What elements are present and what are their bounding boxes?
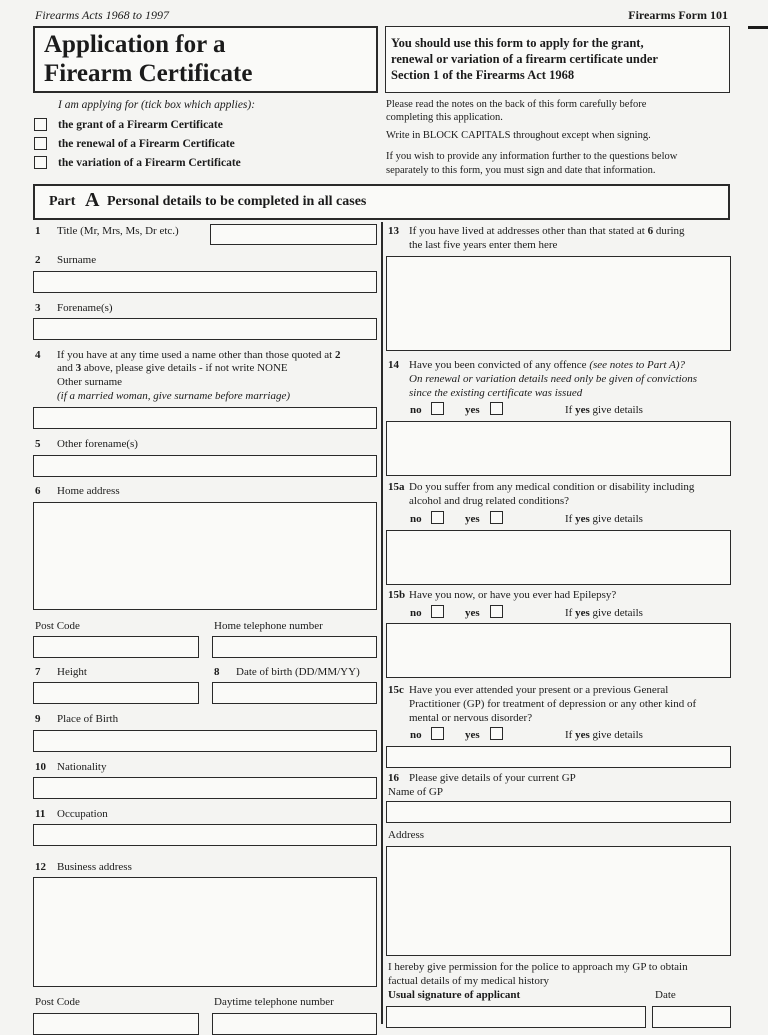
date-field[interactable] [652,1006,731,1028]
variation-checkbox[interactable] [34,156,47,169]
note-3b: separately to this form, you must sign and date that information. [386,165,656,176]
title-line-2: Firearm Certificate [44,60,253,87]
q15b-no-checkbox[interactable] [431,605,444,618]
q13-line-1-text: If you have lived at addresses other than that stated at [409,225,645,237]
q15c-if-word: If [565,729,573,741]
q8-label: Date of birth (DD/MM/YY) [236,666,360,678]
business-address-field[interactable] [33,877,377,987]
grant-option-label: the grant of a Firearm Certificate [58,119,223,131]
gp-address-label: Address [388,829,425,841]
q15c-number: 15c [388,684,404,696]
q14-number: 14 [388,359,399,371]
q15a-give-details: give details [592,513,643,525]
q4-number: 4 [35,349,41,361]
q9-label: Place of Birth [57,713,119,725]
q10-label: Nationality [57,761,107,773]
q15b-line-1: Have you now, or have you ever had Epilepsy? [409,589,617,601]
q8-number: 8 [214,666,220,678]
place-of-birth-field[interactable] [33,730,377,752]
q1-number: 1 [35,225,41,237]
q13-line-2: the last five years enter them here [409,239,558,251]
title-line-1: Application for a [44,31,226,58]
q15c-yes-label: yes [465,729,480,741]
instruction-line-3: Section 1 of the Firearms Act 1968 [391,68,575,82]
surname-field[interactable] [33,271,377,293]
signature-field[interactable] [386,1006,646,1028]
q6-label: Home address [57,485,120,497]
previous-addresses-field[interactable] [386,256,731,351]
q2-label: Surname [57,254,97,266]
gp-name-label: Name of GP [388,786,443,798]
q14-if-yes [565,403,643,417]
q15c-line-3: mental or nervous disorder? [409,712,533,724]
part-label: Part [49,194,76,209]
part-letter: A [85,189,100,211]
q7-label: Height [57,666,87,678]
q15a-yes-label: yes [465,513,480,525]
q14-line-2: On renewal or variation details need only be given of convictions [409,373,697,385]
permission-line-2: factual details of my medical history [388,975,549,987]
home-postcode-field[interactable] [33,636,199,658]
gp-name-field[interactable] [386,801,731,823]
q15a-no-label: no [410,513,422,525]
q5-label: Other forename(s) [57,438,138,450]
q15c-yes-checkbox[interactable] [490,727,503,740]
q11-number: 11 [35,808,46,820]
mental-health-details-field[interactable] [386,746,731,768]
epilepsy-details-field[interactable] [386,623,731,678]
business-postcode-field[interactable] [33,1013,199,1035]
q15a-number: 15a [388,481,405,493]
q15a-if-yes [565,512,643,526]
q14-if-word: If [565,404,573,416]
q6-number: 6 [35,485,41,497]
q14-no-label: no [410,404,422,416]
home-telephone-label: Home telephone number [214,620,323,632]
q15c-give-details: give details [592,729,643,741]
note-1b: completing this application. [386,112,503,123]
q12-number: 12 [35,861,46,873]
q4-line-4: (if a married woman, give surname before marriage) [57,390,291,402]
q13-ref-6: 6 [647,225,654,237]
signature-label: Usual signature of applicant [388,989,521,1001]
q9-number: 9 [35,713,41,725]
convictions-details-field[interactable] [386,421,731,476]
home-telephone-field[interactable] [212,636,377,658]
q14-give-details: give details [592,404,643,416]
instruction-box [385,26,730,93]
q4-line-3: Other surname [57,376,123,388]
date-label: Date [655,989,676,1001]
date-of-birth-field[interactable] [212,682,377,704]
instruction-line-1: You should use this form to apply for the grant, [391,36,644,50]
q4-and: and [57,362,73,374]
scan-edge-mark [748,26,768,29]
title-box [33,26,378,93]
column-divider [381,222,383,1024]
q13-line-1 [409,224,685,238]
other-surname-field[interactable] [33,407,377,429]
q4-ref-3: 3 [75,362,82,374]
q15b-if-yes-bold: yes [575,607,590,619]
home-address-field[interactable] [33,502,377,610]
part-heading: Personal details to be completed in all cases [107,194,367,209]
q14-line-1-text: Have you been convicted of any offence [409,359,587,371]
note-2: Write in BLOCK CAPITALS throughout except when signing. [386,130,651,141]
q4-line-2 [57,361,288,375]
business-postcode-label: Post Code [35,996,80,1008]
q14-line-3: since the existing certificate was issued [409,387,583,399]
height-field[interactable] [33,682,199,704]
q7-number: 7 [35,666,41,678]
q15b-yes-checkbox[interactable] [490,605,503,618]
q15c-no-checkbox[interactable] [431,727,444,740]
form-number: Firearms Form 101 [628,8,728,22]
other-forenames-field[interactable] [33,455,377,477]
q15b-if-yes [565,606,643,620]
renewal-option-label: the renewal of a Firearm Certificate [58,138,235,150]
title-field[interactable] [210,224,377,245]
q14-yes-label: yes [465,404,480,416]
note-1: Please read the notes on the back of this form carefully before [386,99,647,110]
q4-line-2-text: above, please give details - if not write NONE [83,362,288,374]
q15b-number: 15b [388,589,406,601]
q13-number: 13 [388,225,399,237]
permission-line-1: I hereby give permission for the police to approach my GP to obtain [388,961,688,973]
q4-line-1-text: If you have at any time used a name other than those quoted at [57,349,333,361]
q13-during: during [655,225,685,237]
q11-label: Occupation [57,808,108,820]
q14-no-checkbox[interactable] [431,402,444,415]
instruction-line-2: renewal or variation of a firearm certificate under [391,52,658,66]
variation-option-label: the variation of a Firearm Certificate [58,157,241,169]
q4-ref-2: 2 [334,349,341,361]
q15b-no-label: no [410,607,422,619]
grant-checkbox[interactable] [34,118,47,131]
q5-number: 5 [35,438,41,450]
q12-label: Business address [57,861,132,873]
q4-line-1 [57,348,340,362]
q16-line-1: Please give details of your current GP [409,772,576,784]
nationality-field[interactable] [33,777,377,799]
q15a-if-yes-bold: yes [575,513,590,525]
q16-number: 16 [388,772,399,784]
q14-yes-checkbox[interactable] [490,402,503,415]
q15b-yes-label: yes [465,607,480,619]
q2-number: 2 [35,254,41,266]
gp-address-field[interactable] [386,846,731,956]
q15c-no-label: no [410,729,422,741]
part-a-header [33,184,730,220]
q1-label: Title (Mr, Mrs, Ms, Dr etc.) [57,225,179,237]
q14-line-1 [409,358,685,372]
q15a-line-2: alcohol and drug related conditions? [409,495,570,507]
q15a-line-1: Do you suffer from any medical condition or disability including [409,481,695,493]
q15a-yes-checkbox[interactable] [490,511,503,524]
occupation-field[interactable] [33,824,377,846]
applying-prompt: I am applying for (tick box which applies): [58,99,256,111]
q14-notes-ref: (see notes to Part A)? [589,359,686,371]
forenames-field[interactable] [33,318,377,340]
q3-label: Forename(s) [57,302,113,314]
q14-if-yes-bold: yes [575,404,590,416]
q3-number: 3 [35,302,41,314]
q15a-if-word: If [565,513,573,525]
q15b-give-details: give details [592,607,643,619]
home-postcode-label: Post Code [35,620,80,632]
q15b-if-word: If [565,607,573,619]
q15c-if-yes [565,728,643,742]
daytime-telephone-field[interactable] [212,1013,377,1035]
acts-reference: Firearms Acts 1968 to 1997 [35,8,169,22]
q15a-no-checkbox[interactable] [431,511,444,524]
note-3: If you wish to provide any information further to the questions below [386,151,678,162]
q15c-line-2: Practitioner (GP) for treatment of depression or any other kind of [409,698,697,710]
q15c-line-1: Have you ever attended your present or a previous General [409,684,669,696]
q10-number: 10 [35,761,46,773]
renewal-checkbox[interactable] [34,137,47,150]
medical-details-field[interactable] [386,530,731,585]
daytime-telephone-label: Daytime telephone number [214,996,334,1008]
q15c-if-yes-bold: yes [575,729,590,741]
